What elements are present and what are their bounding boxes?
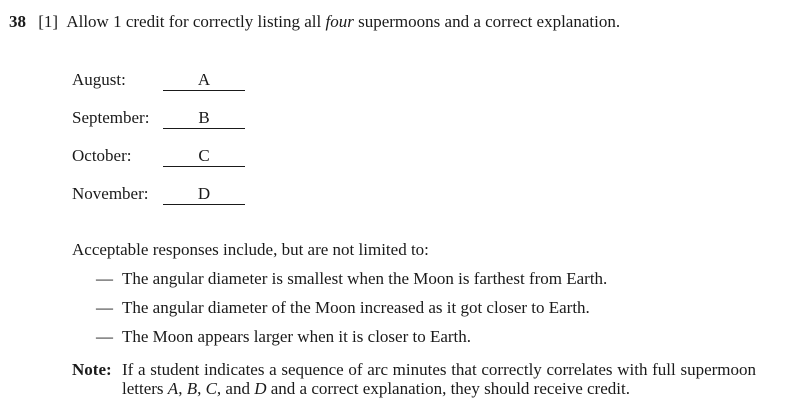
month-label: September: bbox=[72, 108, 150, 127]
month-label: August: bbox=[72, 70, 126, 89]
answer-letter: A bbox=[163, 70, 245, 91]
acceptable-intro: Acceptable responses include, but are not limited to: bbox=[72, 240, 429, 259]
question-header bbox=[9, 12, 620, 32]
dash-bullet: — bbox=[96, 327, 113, 346]
answer-letter: C bbox=[163, 146, 245, 167]
note-text bbox=[72, 360, 756, 398]
note-text-part: and a correct explanation, they should receive credit. bbox=[266, 379, 630, 398]
response-text: The Moon appears larger when it is closer to Earth. bbox=[122, 327, 472, 346]
scoring-note bbox=[72, 360, 756, 398]
note-text-part: If a student indicates a sequence of arc minutes that correctly correlates with full supermoon letters bbox=[122, 360, 756, 398]
note-separator: , bbox=[197, 379, 206, 398]
month-label: October: bbox=[72, 146, 132, 165]
note-letter-c: C bbox=[205, 379, 217, 398]
month-label: November: bbox=[72, 184, 149, 203]
list-item bbox=[72, 293, 772, 322]
list-item bbox=[72, 322, 772, 351]
response-text: The angular diameter is smallest when the Moon is farthest from Earth. bbox=[122, 269, 608, 288]
response-text: The angular diameter of the Moon increased as it got closer to Earth. bbox=[122, 298, 590, 317]
answer-letter: D bbox=[163, 184, 245, 205]
scoring-instruction bbox=[66, 12, 620, 31]
response-list bbox=[72, 264, 772, 351]
question-number: 38 bbox=[9, 12, 26, 31]
list-item bbox=[72, 264, 772, 293]
note-separator: , and bbox=[216, 379, 255, 398]
note-letter-a: A bbox=[167, 379, 179, 398]
dash-bullet: — bbox=[96, 269, 113, 288]
instruction-emphasis: four bbox=[325, 12, 354, 31]
credit-value: [1] bbox=[38, 12, 59, 31]
instruction-text-after: supermoons and a correct explanation. bbox=[353, 12, 621, 31]
note-letter-d: D bbox=[254, 379, 267, 398]
answer-letter: B bbox=[163, 108, 245, 129]
note-letter-b: B bbox=[186, 379, 198, 398]
instruction-text-before: Allow 1 credit for correctly listing all bbox=[66, 12, 326, 31]
note-separator: , bbox=[178, 379, 187, 398]
dash-bullet: — bbox=[96, 298, 113, 317]
note-label: Note: bbox=[72, 360, 112, 379]
acceptable-responses bbox=[72, 236, 772, 351]
